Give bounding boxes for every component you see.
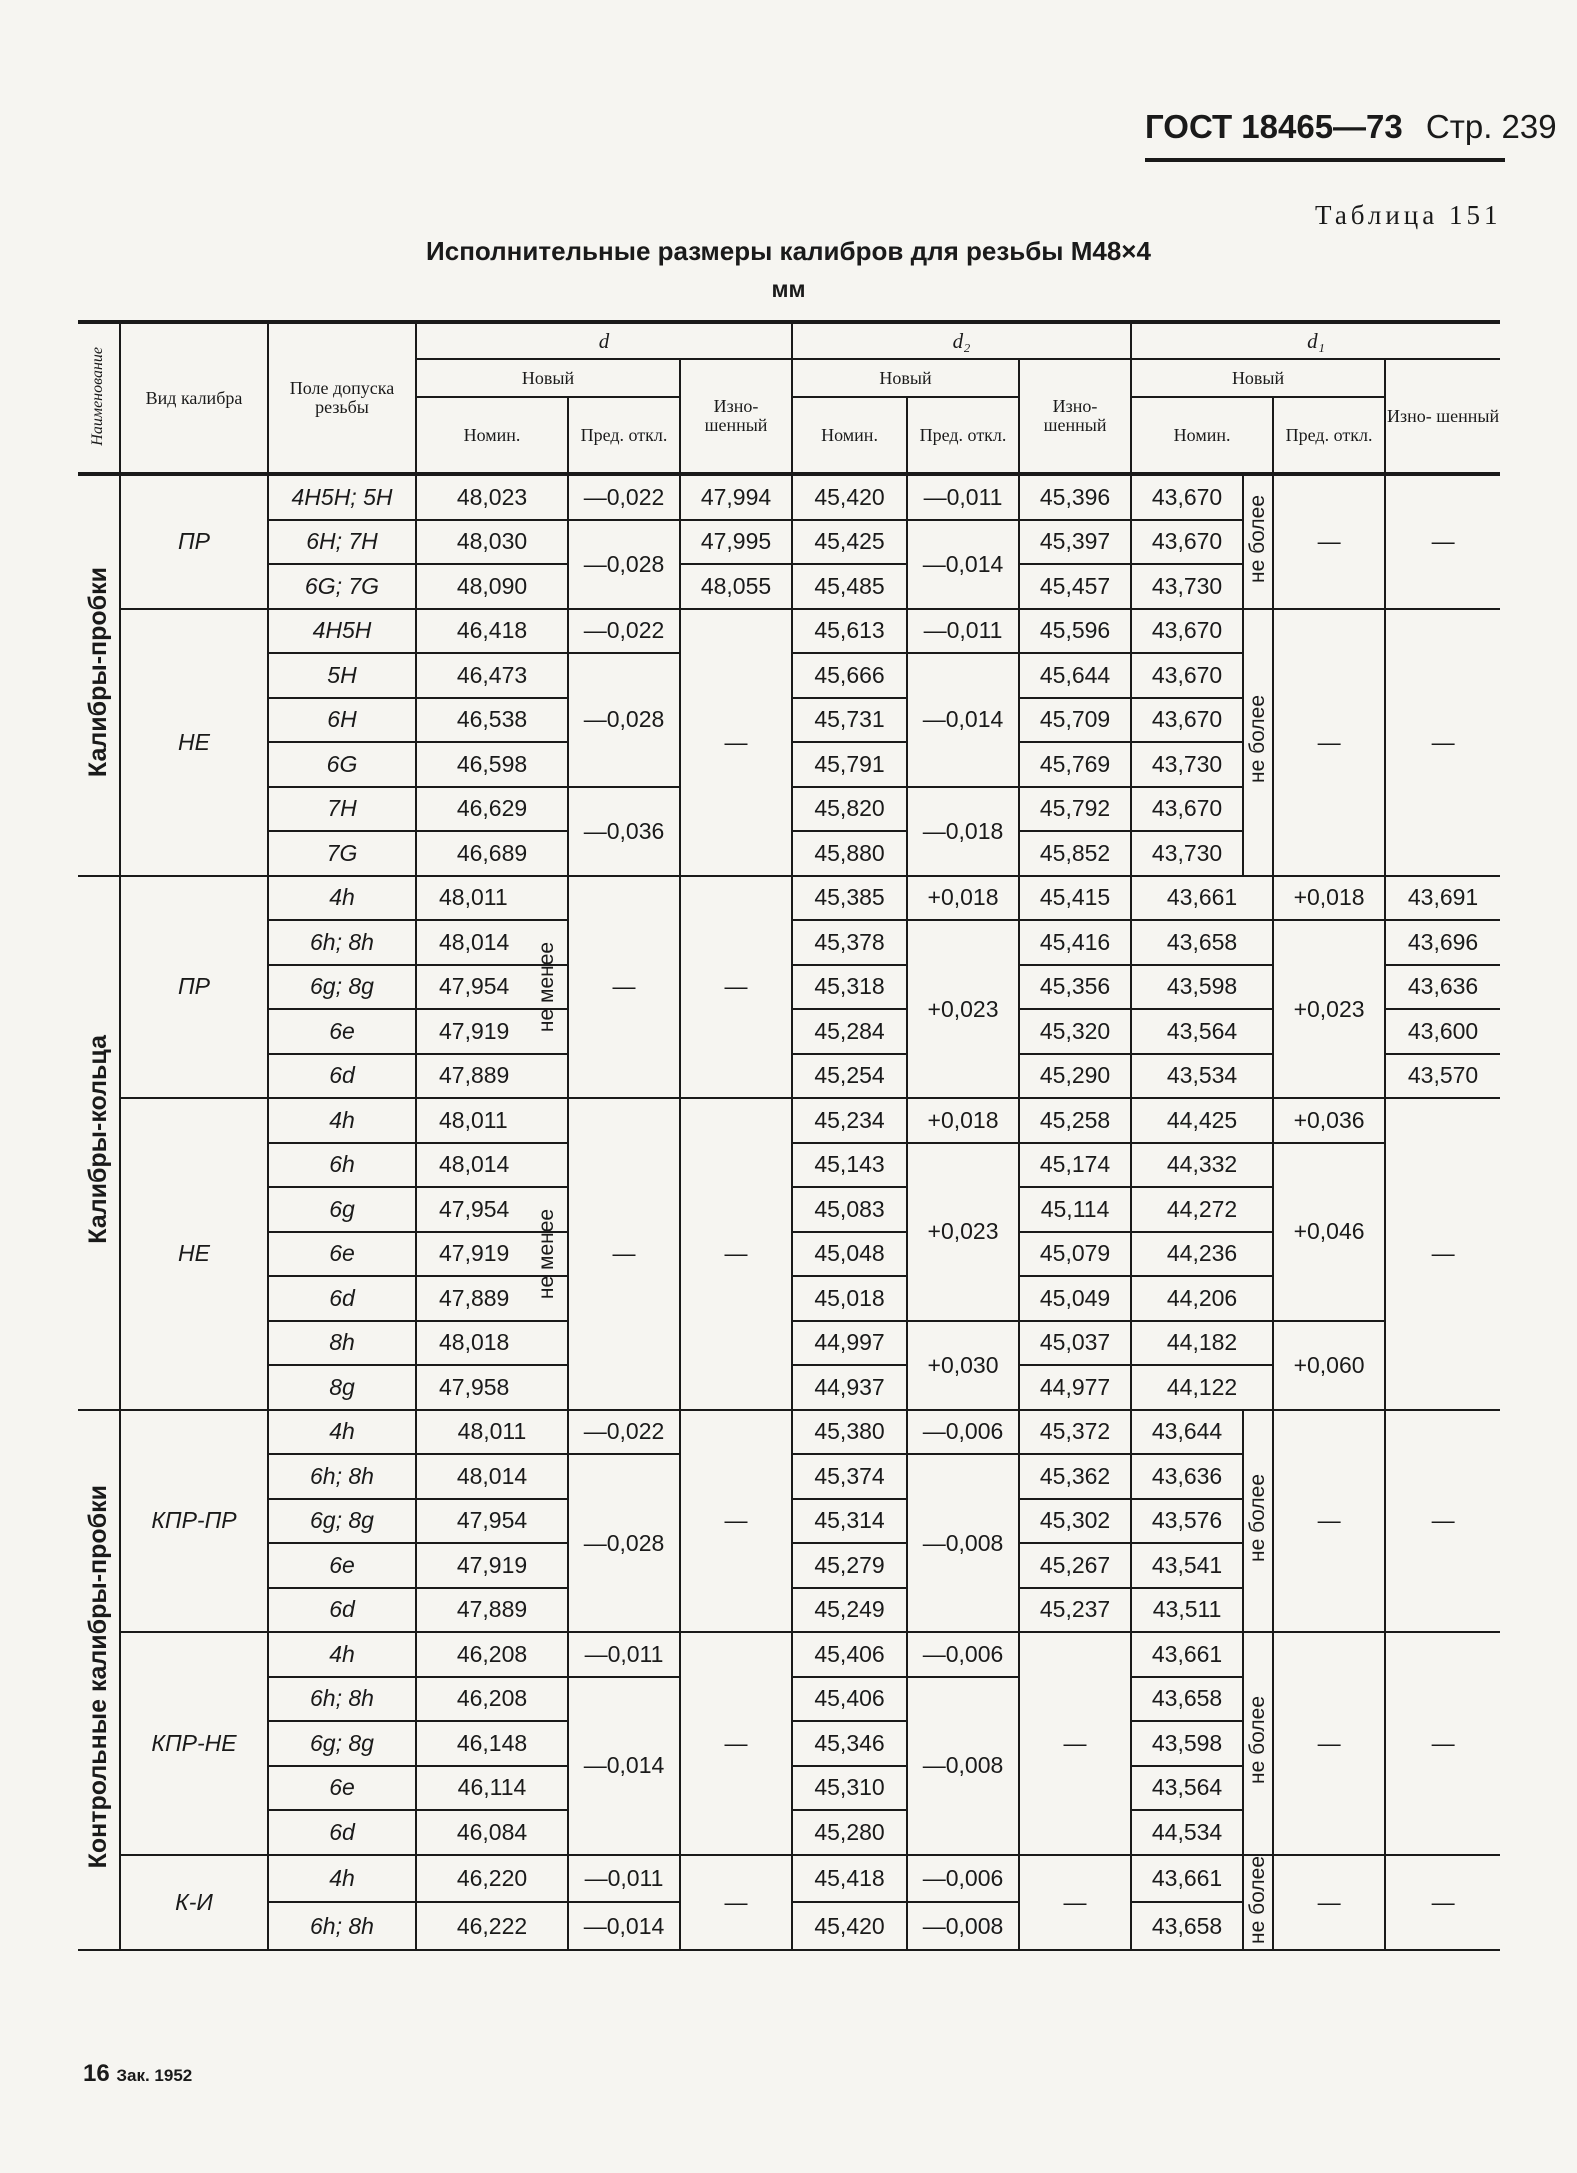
d1-nominal: 44,425 — [1131, 1098, 1273, 1143]
tolerance-field: 4h — [268, 876, 416, 921]
d2-worn: 45,290 — [1019, 1054, 1131, 1099]
d2-nominal: 45,314 — [792, 1499, 907, 1544]
d1-deviation: +0,018 — [1273, 876, 1385, 921]
d2-worn: 45,396 — [1019, 474, 1131, 520]
d-nominal: 46,220 — [416, 1855, 568, 1903]
d1-nominal: 43,658 — [1131, 1677, 1243, 1722]
tolerance-field: 7G — [268, 831, 416, 876]
d2-worn: 45,114 — [1019, 1187, 1131, 1232]
d-deviation: —0,028 — [568, 653, 680, 787]
table-row — [78, 474, 1500, 520]
d2-deviation: —0,011 — [907, 609, 1019, 654]
d2-worn: — — [1019, 1632, 1131, 1855]
table-label: Таблица 151 — [1315, 200, 1502, 230]
d1-worn: 43,570 — [1385, 1054, 1500, 1099]
not-more-note: не более — [1243, 1632, 1273, 1855]
tolerance-field: 6g — [268, 1187, 416, 1232]
tolerance-field: 6H — [268, 698, 416, 743]
header-d1-worn: Изно- шенный — [1385, 359, 1500, 474]
d-nominal: 47,958 — [416, 1365, 568, 1410]
d2-nominal: 45,378 — [792, 920, 907, 965]
d1-deviation: +0,046 — [1273, 1143, 1385, 1321]
header-d2-new: Новый — [792, 359, 1019, 397]
d1-nominal: 43,730 — [1131, 564, 1243, 609]
d1-nominal: 44,236 — [1131, 1232, 1273, 1277]
d2-nominal: 45,406 — [792, 1677, 907, 1722]
d2-nominal: 45,280 — [792, 1810, 907, 1855]
d2-nominal: 45,380 — [792, 1410, 907, 1455]
d-nominal: 48,014 — [416, 1143, 568, 1188]
d1-nominal: 43,661 — [1131, 1855, 1243, 1903]
table-title: Исполнительные размеры калибров для резьбы M48×4 — [426, 236, 1151, 266]
d-nominal: 46,208 — [416, 1677, 568, 1722]
d-nominal: 47,954 — [416, 1187, 568, 1232]
d2-worn: 45,416 — [1019, 920, 1131, 965]
d2-deviation: —0,006 — [907, 1410, 1019, 1455]
d2-nominal: 45,318 — [792, 965, 907, 1010]
d1-worn: 43,600 — [1385, 1009, 1500, 1054]
d2-nominal: 45,385 — [792, 876, 907, 921]
d2-worn: 45,709 — [1019, 698, 1131, 743]
d1-nominal: 43,636 — [1131, 1454, 1243, 1499]
header-d2: d₂ — [792, 322, 1131, 359]
d1-nominal: 43,730 — [1131, 831, 1243, 876]
d-deviation: не менее — — [568, 1098, 680, 1410]
tolerance-field: 5H — [268, 653, 416, 698]
d1-nominal: 43,644 — [1131, 1410, 1243, 1455]
tolerance-field: 6h; 8h — [268, 920, 416, 965]
d1-deviation: — — [1273, 1632, 1385, 1855]
d2-nominal: 45,284 — [792, 1009, 907, 1054]
header-d2-dev: Пред. откл. — [907, 397, 1019, 474]
d-worn: — — [680, 1098, 792, 1410]
d2-worn: 45,792 — [1019, 787, 1131, 832]
d2-worn: 45,372 — [1019, 1410, 1131, 1455]
d2-deviation: +0,023 — [907, 1143, 1019, 1321]
d-nominal: 46,473 — [416, 653, 568, 698]
d-deviation: не менее — — [568, 876, 680, 1099]
header-d1-dev: Пред. откл. — [1273, 397, 1385, 474]
d2-deviation: +0,018 — [907, 1098, 1019, 1143]
table-row — [78, 1410, 1500, 1455]
d-deviation: —0,022 — [568, 609, 680, 654]
d2-deviation: —0,008 — [907, 1454, 1019, 1632]
d-deviation: —0,028 — [568, 1454, 680, 1632]
d2-worn: — — [1019, 1855, 1131, 1951]
d-deviation: —0,022 — [568, 1410, 680, 1455]
d-nominal: 48,014 — [416, 1454, 568, 1499]
d2-nominal: 45,420 — [792, 474, 907, 520]
d1-nominal: 43,670 — [1131, 474, 1243, 520]
group-name: Контрольные калибры-пробки — [78, 1410, 120, 1951]
tolerance-field: 6g; 8g — [268, 1499, 416, 1544]
footer-order: Зак. 1952 — [116, 2066, 193, 2085]
not-less-note: не менее — [535, 941, 558, 1032]
header-d-nom: Номин. — [416, 397, 568, 474]
d-nominal: 46,084 — [416, 1810, 568, 1855]
d2-deviation: +0,018 — [907, 876, 1019, 921]
tolerance-field: 6e — [268, 1009, 416, 1054]
gauge-kind: НЕ — [120, 609, 268, 876]
d2-deviation: —0,006 — [907, 1855, 1019, 1903]
d-nominal: 46,689 — [416, 831, 568, 876]
d-worn: 47,994 — [680, 474, 792, 520]
d1-nominal: 43,598 — [1131, 1721, 1243, 1766]
d2-worn: 45,267 — [1019, 1543, 1131, 1588]
d2-worn: 45,302 — [1019, 1499, 1131, 1544]
gauge-kind: К-И — [120, 1855, 268, 1951]
not-more-note: не более — [1243, 474, 1273, 609]
d2-nominal: 45,249 — [792, 1588, 907, 1633]
header-d2-worn: Изно- шенный — [1019, 359, 1131, 474]
d-nominal: 46,114 — [416, 1766, 568, 1811]
d2-deviation: —0,018 — [907, 787, 1019, 876]
d2-worn: 45,174 — [1019, 1143, 1131, 1188]
d2-nominal: 45,418 — [792, 1855, 907, 1903]
d-nominal: 48,011 — [416, 876, 568, 921]
tolerance-field: 7H — [268, 787, 416, 832]
d1-nominal: 43,534 — [1131, 1054, 1273, 1099]
d2-nominal: 45,613 — [792, 609, 907, 654]
d2-nominal: 45,485 — [792, 564, 907, 609]
d1-worn: — — [1385, 1855, 1500, 1951]
d1-nominal: 43,598 — [1131, 965, 1273, 1010]
d-nominal: 47,919 — [416, 1232, 568, 1277]
d-deviation: —0,014 — [568, 1677, 680, 1855]
d1-worn: 43,696 — [1385, 920, 1500, 965]
d2-deviation: —0,014 — [907, 653, 1019, 787]
d2-worn: 45,596 — [1019, 609, 1131, 654]
header-d1-new: Новый — [1131, 359, 1385, 397]
d1-worn: — — [1385, 1632, 1500, 1855]
d-nominal: 48,011 — [416, 1098, 568, 1143]
d-nominal: 47,889 — [416, 1276, 568, 1321]
d2-nominal: 45,731 — [792, 698, 907, 743]
d2-deviation: —0,006 — [907, 1632, 1019, 1677]
d1-worn: — — [1385, 1410, 1500, 1633]
d1-nominal: 43,670 — [1131, 520, 1243, 565]
d2-deviation: —0,011 — [907, 474, 1019, 520]
d2-nominal: 45,406 — [792, 1632, 907, 1677]
d2-nominal: 45,420 — [792, 1902, 907, 1950]
doc-number: ГОСТ 18465—73 — [1145, 108, 1403, 145]
d1-nominal: 44,332 — [1131, 1143, 1273, 1188]
d-nominal: 46,222 — [416, 1902, 568, 1950]
d2-nominal: 45,425 — [792, 520, 907, 565]
header-kind: Вид калибра — [120, 322, 268, 474]
not-more-note: не более — [1243, 609, 1273, 876]
d-nominal: 48,090 — [416, 564, 568, 609]
table-row — [78, 609, 1500, 654]
d1-worn: — — [1385, 609, 1500, 876]
document-header — [1145, 108, 1557, 162]
d-deviation: —0,011 — [568, 1632, 680, 1677]
d1-nominal: 43,730 — [1131, 742, 1243, 787]
d-nominal: 46,148 — [416, 1721, 568, 1766]
d2-nominal: 45,254 — [792, 1054, 907, 1099]
d2-worn: 45,237 — [1019, 1588, 1131, 1633]
group-name: Калибры-пробки — [78, 474, 120, 876]
d-worn: 47,995 — [680, 520, 792, 565]
header-d-new: Новый — [416, 359, 680, 397]
d2-worn: 45,769 — [1019, 742, 1131, 787]
d-nominal: 46,208 — [416, 1632, 568, 1677]
d1-nominal: 44,206 — [1131, 1276, 1273, 1321]
d1-worn: 43,691 — [1385, 876, 1500, 921]
tolerance-field: 6e — [268, 1766, 416, 1811]
tolerance-field: 6G; 7G — [268, 564, 416, 609]
dimensions-table — [78, 320, 1500, 1951]
header-d1: d₁ — [1131, 322, 1500, 359]
d2-nominal: 45,310 — [792, 1766, 907, 1811]
d1-worn: 43,636 — [1385, 965, 1500, 1010]
tolerance-field: 8g — [268, 1365, 416, 1410]
d1-nominal: 43,576 — [1131, 1499, 1243, 1544]
tolerance-field: 6d — [268, 1588, 416, 1633]
not-more-note: не более — [1243, 1855, 1273, 1951]
d1-nominal: 43,670 — [1131, 698, 1243, 743]
d2-worn: 45,079 — [1019, 1232, 1131, 1277]
d1-nominal: 44,272 — [1131, 1187, 1273, 1232]
d-nominal: 46,598 — [416, 742, 568, 787]
d2-nominal: 45,880 — [792, 831, 907, 876]
d-deviation: —0,011 — [568, 1855, 680, 1903]
tolerance-field: 6g; 8g — [268, 965, 416, 1010]
tolerance-field: 6d — [268, 1054, 416, 1099]
d1-nominal: 43,661 — [1131, 876, 1273, 921]
d1-nominal: 43,670 — [1131, 609, 1243, 654]
table-row — [78, 1855, 1500, 1903]
header-d: d — [416, 322, 792, 359]
gauge-kind: КПР-НЕ — [120, 1632, 268, 1855]
d1-deviation: +0,023 — [1273, 920, 1385, 1098]
d2-nominal: 45,143 — [792, 1143, 907, 1188]
gauge-kind: ПР — [120, 876, 268, 1099]
d-deviation: —0,036 — [568, 787, 680, 876]
page-number: Стр. 239 — [1425, 108, 1557, 145]
d-worn: — — [680, 1632, 792, 1855]
tolerance-field: 4H5H — [268, 609, 416, 654]
d2-worn: 45,320 — [1019, 1009, 1131, 1054]
d2-nominal: 45,791 — [792, 742, 907, 787]
d2-deviation: —0,008 — [907, 1902, 1019, 1950]
d2-deviation: —0,014 — [907, 520, 1019, 609]
not-more-note: не более — [1243, 1410, 1273, 1633]
tolerance-field: 8h — [268, 1321, 416, 1366]
d-worn: — — [680, 1410, 792, 1633]
tolerance-field: 6e — [268, 1232, 416, 1277]
d1-nominal: 43,670 — [1131, 653, 1243, 698]
gauge-kind: ПР — [120, 474, 268, 609]
d-nominal: 46,629 — [416, 787, 568, 832]
table-row — [78, 1098, 1500, 1143]
d-nominal: 48,014 — [416, 920, 568, 965]
header-field: Поле допуска резьбы — [268, 322, 416, 474]
d-nominal: 47,889 — [416, 1054, 568, 1099]
d2-worn: 45,644 — [1019, 653, 1131, 698]
tolerance-field: 4h — [268, 1855, 416, 1903]
tolerance-field: 6h — [268, 1143, 416, 1188]
d2-worn: 44,977 — [1019, 1365, 1131, 1410]
d2-nominal: 45,820 — [792, 787, 907, 832]
d2-nominal: 45,048 — [792, 1232, 907, 1277]
tolerance-field: 4h — [268, 1632, 416, 1677]
d1-worn: — — [1385, 1098, 1500, 1410]
d2-worn: 45,852 — [1019, 831, 1131, 876]
d2-deviation: —0,008 — [907, 1677, 1019, 1855]
d1-deviation: — — [1273, 1855, 1385, 1951]
tolerance-field: 6H; 7H — [268, 520, 416, 565]
header-d1-nom: Номин. — [1131, 397, 1273, 474]
d1-deviation: — — [1273, 1410, 1385, 1633]
tolerance-field: 4h — [268, 1098, 416, 1143]
d1-nominal: 43,670 — [1131, 787, 1243, 832]
table-row — [78, 1632, 1500, 1677]
d1-nominal: 43,511 — [1131, 1588, 1243, 1633]
d1-nominal: 44,534 — [1131, 1810, 1243, 1855]
tolerance-field: 4H5H; 5H — [268, 474, 416, 520]
d1-nominal: 44,182 — [1131, 1321, 1273, 1366]
d-nominal: 48,023 — [416, 474, 568, 520]
d-nominal: 47,889 — [416, 1588, 568, 1633]
header-name: Наименование — [78, 322, 120, 474]
d1-nominal: 43,564 — [1131, 1766, 1243, 1811]
tolerance-field: 6h; 8h — [268, 1902, 416, 1950]
tolerance-field: 6d — [268, 1810, 416, 1855]
d-deviation: —0,022 — [568, 474, 680, 520]
d-nominal: 47,954 — [416, 965, 568, 1010]
d-deviation: —0,014 — [568, 1902, 680, 1950]
table-unit: мм — [771, 276, 806, 302]
tolerance-field: 6G — [268, 742, 416, 787]
d2-worn: 45,037 — [1019, 1321, 1131, 1366]
header-d-worn: Изно- шенный — [680, 359, 792, 474]
d1-deviation: — — [1273, 609, 1385, 876]
d-nominal: 47,954 — [416, 1499, 568, 1544]
d2-nominal: 44,997 — [792, 1321, 907, 1366]
header-d-dev: Пред. откл. — [568, 397, 680, 474]
d1-deviation: +0,060 — [1273, 1321, 1385, 1410]
d2-worn: 45,362 — [1019, 1454, 1131, 1499]
d2-nominal: 45,346 — [792, 1721, 907, 1766]
d1-nominal: 44,122 — [1131, 1365, 1273, 1410]
tolerance-field: 6d — [268, 1276, 416, 1321]
d2-worn: 45,258 — [1019, 1098, 1131, 1143]
d2-deviation: +0,030 — [907, 1321, 1019, 1410]
d-nominal: 48,011 — [416, 1410, 568, 1455]
d2-nominal: 45,279 — [792, 1543, 907, 1588]
d1-nominal: 43,564 — [1131, 1009, 1273, 1054]
tolerance-field: 4h — [268, 1410, 416, 1455]
d2-nominal: 45,374 — [792, 1454, 907, 1499]
d1-nominal: 43,658 — [1131, 1902, 1243, 1950]
d2-nominal: 45,083 — [792, 1187, 907, 1232]
d-nominal: 47,919 — [416, 1543, 568, 1588]
d2-nominal: 45,666 — [792, 653, 907, 698]
d2-deviation: +0,023 — [907, 920, 1019, 1098]
d2-worn: 45,415 — [1019, 876, 1131, 921]
d2-nominal: 44,937 — [792, 1365, 907, 1410]
not-less-note: не менее — [535, 1208, 558, 1299]
d2-worn: 45,397 — [1019, 520, 1131, 565]
d-worn: 48,055 — [680, 564, 792, 609]
d-worn: — — [680, 1855, 792, 1951]
table-row — [78, 876, 1500, 921]
d2-nominal: 45,234 — [792, 1098, 907, 1143]
gauge-kind: НЕ — [120, 1098, 268, 1410]
d-deviation: —0,028 — [568, 520, 680, 609]
d-nominal: 46,538 — [416, 698, 568, 743]
d1-nominal: 43,541 — [1131, 1543, 1243, 1588]
gauge-kind: КПР-ПР — [120, 1410, 268, 1633]
d1-worn: — — [1385, 474, 1500, 609]
header-d2-nom: Номин. — [792, 397, 907, 474]
footer-page-number: 16 — [83, 2060, 110, 2087]
d-nominal: 48,018 — [416, 1321, 568, 1366]
d2-worn: 45,356 — [1019, 965, 1131, 1010]
d-nominal: 47,919 — [416, 1009, 568, 1054]
tolerance-field: 6e — [268, 1543, 416, 1588]
d-nominal: 46,418 — [416, 609, 568, 654]
tolerance-field: 6h; 8h — [268, 1677, 416, 1722]
d1-deviation: — — [1273, 474, 1385, 609]
d2-nominal: 45,018 — [792, 1276, 907, 1321]
d1-nominal: 43,658 — [1131, 920, 1273, 965]
footer — [83, 2060, 192, 2088]
d1-deviation: +0,036 — [1273, 1098, 1385, 1143]
d-worn: — — [680, 609, 792, 876]
d1-nominal: 43,661 — [1131, 1632, 1243, 1677]
d2-worn: 45,457 — [1019, 564, 1131, 609]
d-nominal: 48,030 — [416, 520, 568, 565]
tolerance-field: 6h; 8h — [268, 1454, 416, 1499]
d-worn: — — [680, 876, 792, 1099]
d2-worn: 45,049 — [1019, 1276, 1131, 1321]
tolerance-field: 6g; 8g — [268, 1721, 416, 1766]
group-name: Калибры-кольца — [78, 876, 120, 1410]
